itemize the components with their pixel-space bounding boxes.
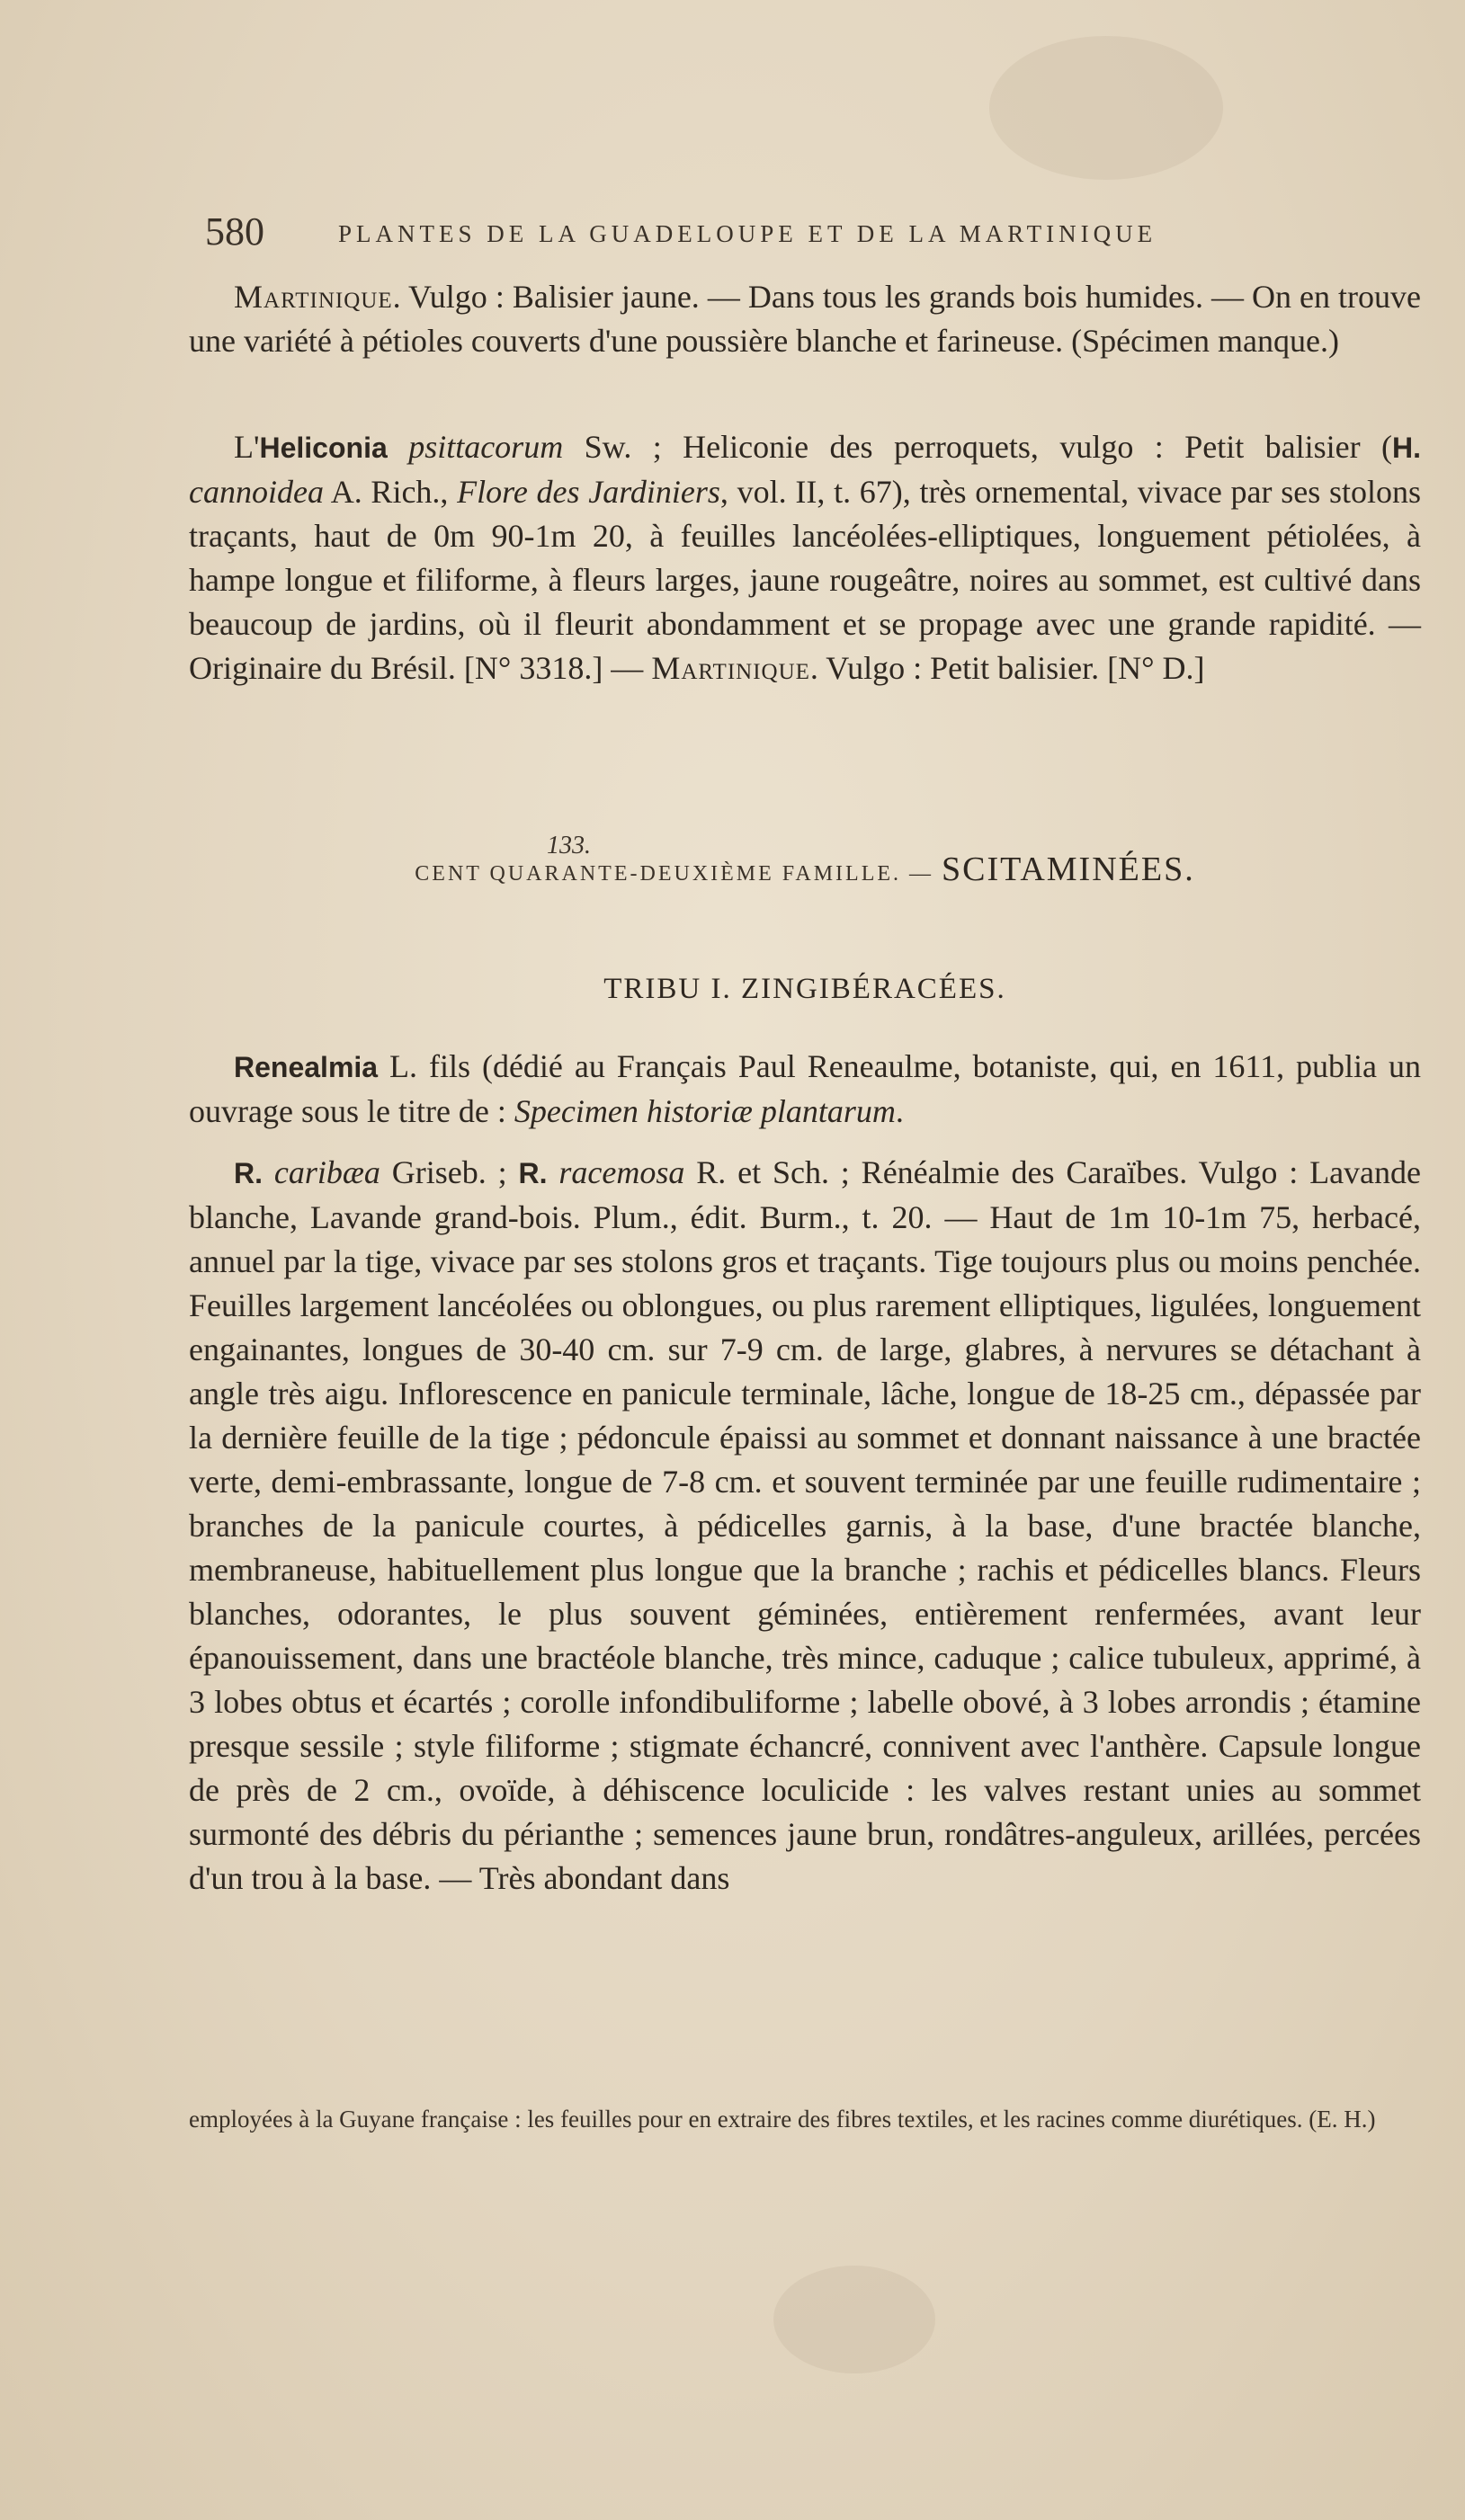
genus-name: Heliconia	[259, 432, 388, 464]
work-title: Specimen historiæ plantarum	[514, 1093, 896, 1129]
synonym-species: cannoidea	[189, 474, 324, 510]
synonym-genus: H.	[1392, 432, 1422, 464]
page-number: 580	[205, 209, 264, 254]
family-name: SCITAMINÉES.	[942, 850, 1195, 888]
paragraph-text: , vol. II, t. 67), très ornemental, vivace par ses stolons traçants, haut de 0m 90-1m 20, à feuilles lancéolées-elliptiques, longuement pétiolées, à hampe longue et filiforme, à fleurs larges, jaune rougeâtre, noires au sommet, est cultivé dans beaucoup de jardins, où il fleurit abondamment et se propage avec une grande rapidité. — Originaire du Brésil. [N° 3318.] —	[189, 474, 1421, 686]
paragraph-renealmia	[189, 1045, 1421, 1134]
paper-stain	[989, 36, 1223, 180]
paragraph-text: Sw. ; Heliconie des perroquets, vulgo : Petit balisier (	[563, 429, 1393, 465]
paragraph-renealmia-caribaea	[189, 1151, 1421, 1901]
paragraph-text: . Vulgo : Balisier jaune. — Dans tous les grands bois humides. — On en trouve une variété à pétioles couverts d'une poussière blanche et farineuse. (Spécimen manque.)	[189, 279, 1421, 359]
family-heading	[189, 850, 1421, 889]
genus-name: R.	[234, 1157, 263, 1189]
paragraph-text: .	[895, 1093, 904, 1129]
page-header	[205, 205, 1401, 259]
family-label: CENT QUARANTE-DEUXIÈME FAMILLE. —	[415, 862, 942, 886]
work-title: Flore des Jardiniers	[457, 474, 720, 510]
running-title: PLANTES DE LA GUADELOUPE ET DE LA MARTINIQUE	[338, 220, 1157, 247]
paragraph-text: . Vulgo : Petit balisier. [N° D.]	[809, 650, 1205, 686]
genus-name: R.	[518, 1157, 548, 1189]
genus-name: Renealmia	[234, 1051, 379, 1083]
tribe-heading: TRIBU I. ZINGIBÉRACÉES.	[603, 973, 1006, 1005]
locality-label: Martinique	[651, 650, 810, 686]
paragraph-text: L. fils (dédié au Français Paul Reneaulme, botaniste, qui, en 1611, publia un ouvrage sous le titre de :	[189, 1048, 1421, 1129]
paragraph-text: R. et Sch. ; Rénéalmie des Caraïbes. Vulgo : Lavande blanche, Lavande grand-bois. Plum., édit. Burm., t. 20. — Haut de 1m 10-1m 75, herbacé, annuel par la tige, vivace par ses stolons gros et traçants. Tige toujours plus ou moins penchée. Feuilles largement lancéolées ou oblongues, ou plus rarement elliptiques, ligulées, longuement engainantes, longues de 30-40 cm. sur 7-9 cm. de large, glabres, à nervures se détachant à angle très aigu. Inflorescence en panicule terminale, lâche, longue de 18-25 cm., dépassée par la dernière feuille de la tige ; pédoncule épaissi au sommet et donnant naissance à une bractée verte, demi-embrassante, longue de 7-8 cm. et souvent terminée par une feuille rudimentaire ; branches de la panicule courtes, à pédicelles garnis, à la base, d'une bractée blanche, membraneuse, habituellement plus longue que la branche ; rachis et pédicelles blancs. Fleurs blanches, odorantes, le plus souvent géminées, entièrement renfermées, avant leur épanouissement, dans une bractéole blanche, très mince, caduque ; calice tubuleux, apprimé, à 3 lobes obtus et écartés ; corolle infondibuliforme ; labelle obové, à 3 lobes arrondis ; étamine presque sessile ; style filiforme ; stigmate échancré, connivent avec l'anthère. Capsule longue de près de 2 cm., ovoïde, à déhiscence loculicide : les valves restant unies au sommet surmonté des débris du périanthe ; semences jaune brun, rondâtres-anguleux, arillées, percées d'un trou à la base. — Très abondant dans	[189, 1154, 1422, 1896]
article: L'	[234, 429, 260, 465]
locality-label: Martinique	[234, 279, 393, 315]
species-name: psittacorum	[408, 429, 564, 465]
paper-stain	[773, 2266, 935, 2373]
paragraph-text: A. Rich.,	[323, 474, 458, 510]
paragraph-text: Griseb. ;	[380, 1154, 519, 1190]
footnote: employées à la Guyane française : les feuilles pour en extraire des fibres textiles, et les racines comme diurétiques. (E. H.)	[189, 2106, 1376, 2133]
paragraph-martinique	[189, 275, 1421, 363]
paragraph-heliconia	[189, 425, 1421, 690]
species-name: racemosa	[558, 1154, 685, 1190]
species-name: caribæa	[273, 1154, 380, 1190]
family-number: 133.	[547, 832, 591, 859]
